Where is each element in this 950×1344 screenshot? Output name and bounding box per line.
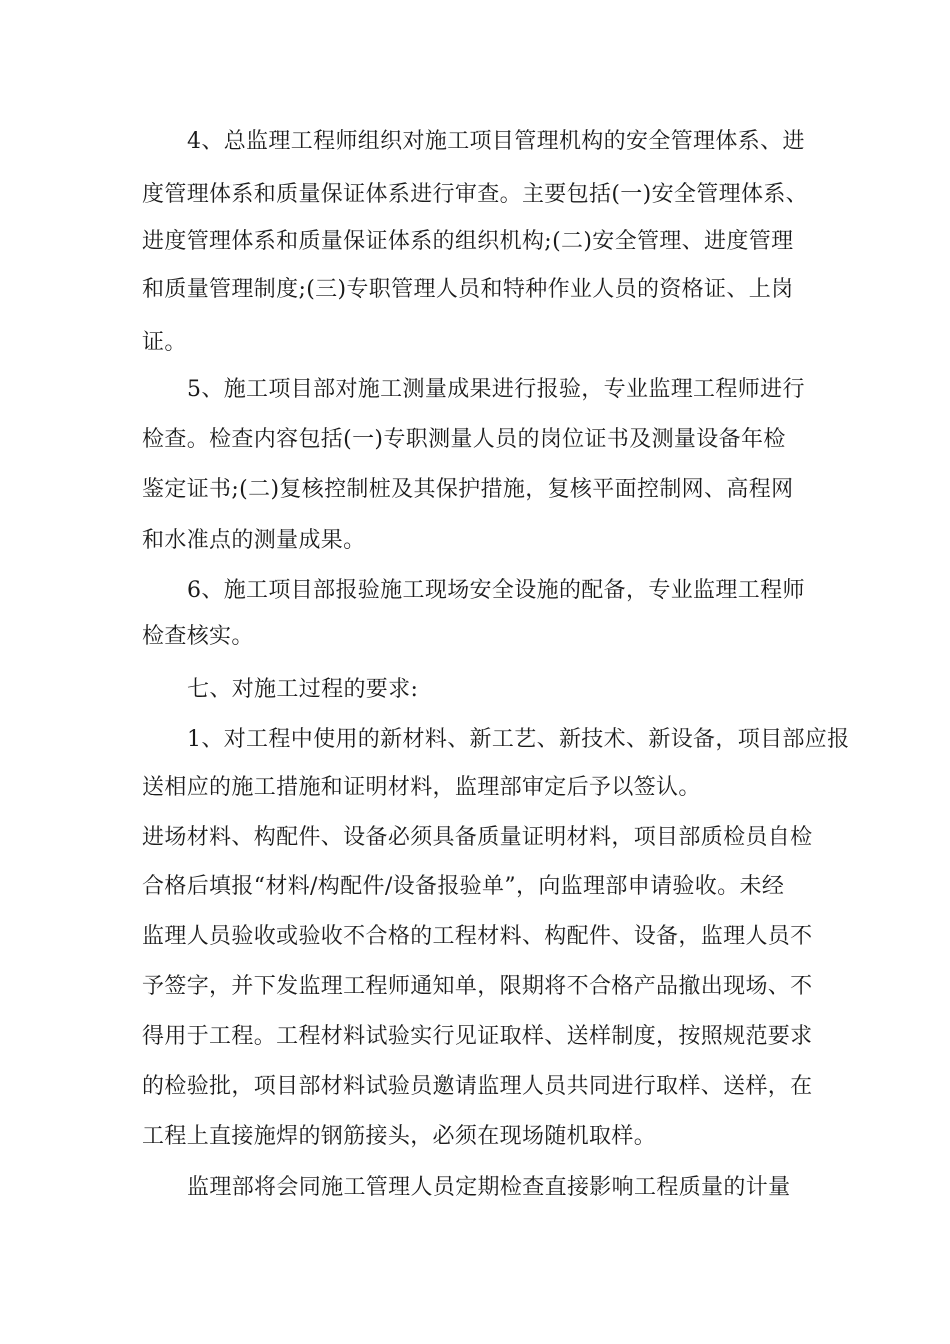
text-line: 工程上直接施焊的钢筋接头，必须在现场随机取样。 — [142, 1124, 657, 1149]
text-line: 证。 — [142, 330, 187, 355]
text-line: 和水准点的测量成果。 — [142, 528, 366, 553]
text-line: 6、施工项目部报验施工现场安全设施的配备，专业监理工程师 — [187, 578, 805, 603]
text-line: 检查。检查内容包括(一)专职测量人员的岗位证书及测量设备年检 — [142, 427, 786, 452]
text-line: 4、总监理工程师组织对施工项目管理机构的安全管理体系、进 — [187, 129, 805, 154]
text-line: 5、施工项目部对施工测量成果进行报验，专业监理工程师进行 — [187, 377, 805, 402]
text-line: 鉴定证书;(二)复核控制桩及其保护措施，复核平面控制网、高程网 — [142, 477, 794, 502]
text-line: 合格后填报“材料/构配件/设备报验单”，向监理部申请验收。未经 — [142, 874, 785, 899]
text-line: 送相应的施工措施和证明材料，监理部审定后予以签认。 — [142, 775, 701, 800]
text-line: 监理部将会同施工管理人员定期检查直接影响工程质量的计量 — [187, 1175, 791, 1200]
text-line: 进场材料、构配件、设备必须具备质量证明材料，项目部质检员自检 — [142, 825, 813, 850]
text-line: 得用于工程。工程材料试验实行见证取样、送样制度，按照规范要求 — [142, 1024, 813, 1049]
text-line: 检查核实。 — [142, 624, 254, 649]
text-line: 的检验批，项目部材料试验员邀请监理人员共同进行取样、送样，在 — [142, 1074, 813, 1099]
text-line: 进度管理体系和质量保证体系的组织机构;(二)安全管理、进度管理 — [142, 229, 794, 254]
text-line: 和质量管理制度;(三)专职管理人员和特种作业人员的资格证、上岗 — [142, 277, 794, 302]
text-line: 度管理体系和质量保证体系进行审查。主要包括(一)安全管理体系、 — [142, 182, 809, 207]
section-heading: 七、对施工过程的要求: — [187, 677, 419, 702]
text-line: 1、对工程中使用的新材料、新工艺、新技术、新设备，项目部应报 — [187, 727, 850, 752]
text-line: 予签字，并下发监理工程师通知单，限期将不合格产品撤出现场、不 — [142, 974, 813, 999]
text-line: 监理人员验收或验收不合格的工程材料、构配件、设备，监理人员不 — [142, 924, 813, 949]
